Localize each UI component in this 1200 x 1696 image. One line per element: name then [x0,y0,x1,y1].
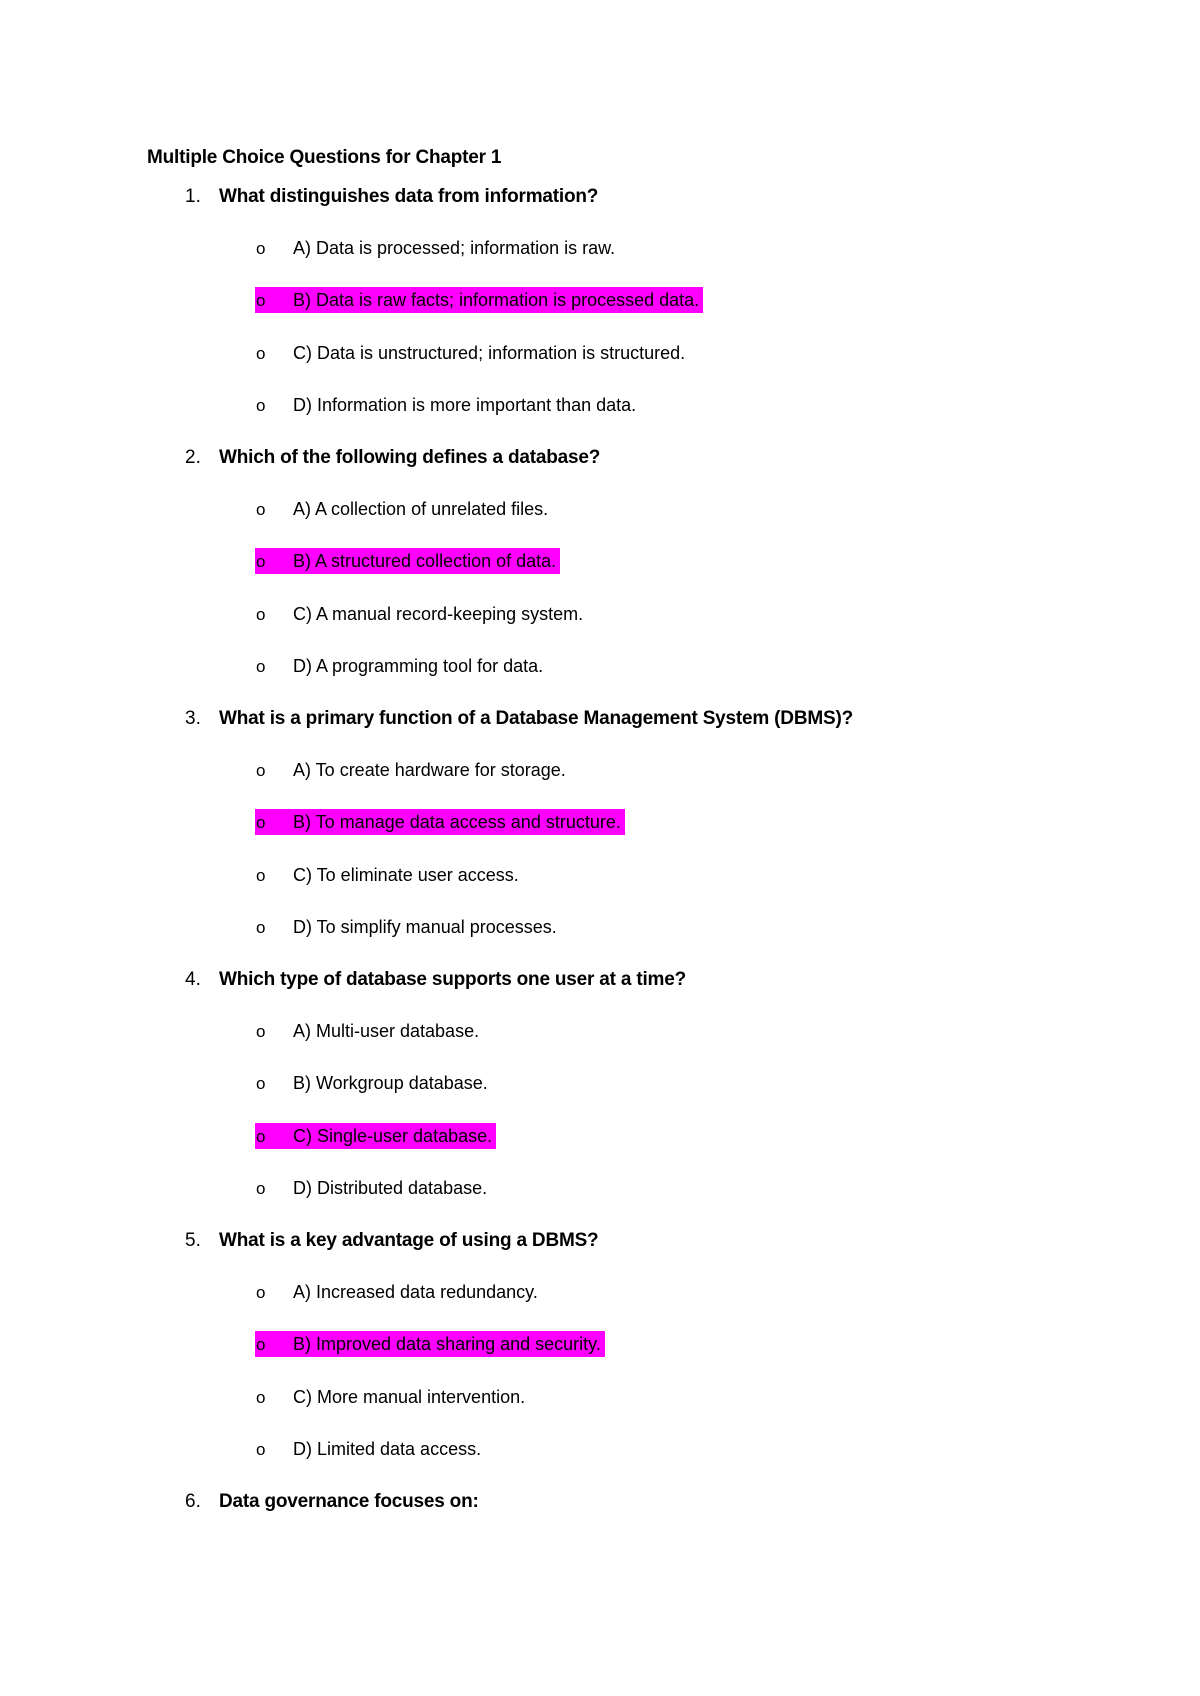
answer-option [255,496,552,522]
answer-option-label: B) Workgroup database. [293,1073,488,1094]
answer-option [255,914,561,940]
answer-option-label: C) Single-user database. [293,1125,493,1146]
bullet-icon: o [256,813,266,833]
bullet-icon: o [256,239,266,258]
question-number: 5. [185,1230,201,1251]
bullet-icon: o [256,917,266,937]
answer-option-highlighted [255,1123,496,1149]
answer-option-label: A) A collection of unrelated files. [293,499,549,519]
answer-option-label: A) Increased data redundancy. [293,1282,538,1302]
answer-option-label: B) A structured collection of data. [293,551,557,572]
bullet-icon: o [256,1283,266,1302]
bullet-icon: o [256,1335,266,1355]
answer-option-label: A) To create hardware for storage. [293,760,566,780]
bullet-icon: o [256,1387,266,1407]
answer-option [255,392,640,418]
answer-option-label: D) Distributed database. [293,1177,488,1198]
bullet-icon: o [256,343,266,363]
answer-option [255,757,570,783]
answer-option [255,1070,492,1096]
question-number: 2. [185,447,201,468]
bullet-icon: o [256,1022,266,1041]
bullet-icon: o [256,552,266,572]
question-text: What is a primary function of a Database Management System (DBMS)? [219,708,853,729]
answer-option-label: C) Data is unstructured; information is structured. [293,342,686,363]
answer-option-label: D) A programming tool for data. [293,655,544,676]
answer-option-highlighted [255,809,625,835]
bullet-icon: o [256,761,266,780]
question-number: 1. [185,186,201,207]
question-number: 3. [185,708,201,729]
question-text: Which type of database supports one user at a time? [219,969,686,990]
answer-option [255,1436,485,1462]
answer-option-label: A) Data is processed; information is raw. [293,238,616,258]
answer-option [255,1384,529,1410]
question-text: What distinguishes data from information? [219,186,599,207]
bullet-icon: o [256,500,266,519]
answer-option [255,862,523,888]
answer-option [255,1279,542,1305]
bullet-icon: o [256,1126,266,1146]
answer-option [255,653,547,679]
answer-option-label: B) Improved data sharing and security. [293,1334,601,1355]
answer-option-label: C) More manual intervention. [293,1386,526,1407]
answer-option [255,235,619,261]
question-text: What is a key advantage of using a DBMS? [219,1230,599,1251]
bullet-icon: o [256,1074,266,1094]
bullet-icon: o [256,604,266,624]
answer-option [255,601,587,627]
question-number: 4. [185,969,201,990]
document-title: Multiple Choice Questions for Chapter 1 [147,147,502,168]
answer-option [255,1018,483,1044]
answer-option-highlighted [255,548,560,574]
question-number: 6. [185,1491,201,1512]
answer-option-label: D) To simplify manual processes. [293,916,557,937]
bullet-icon: o [256,395,266,415]
bullet-icon: o [256,656,266,676]
answer-option-label: D) Information is more important than data. [293,394,637,415]
answer-option-label: B) Data is raw facts; information is processed data. [293,290,700,311]
answer-option [255,1175,491,1201]
answer-option-label: C) A manual record-keeping system. [293,603,584,624]
bullet-icon: o [256,1178,266,1198]
bullet-icon: o [256,865,266,885]
question-text: Data governance focuses on: [219,1491,479,1512]
answer-option-label: B) To manage data access and structure. [293,812,621,833]
bullet-icon: o [256,291,266,311]
answer-option [255,340,689,366]
answer-option-highlighted [255,1331,605,1357]
bullet-icon: o [256,1439,266,1459]
answer-option-label: A) Multi-user database. [293,1021,480,1041]
question-text: Which of the following defines a database? [219,447,601,468]
answer-option-label: C) To eliminate user access. [293,864,519,885]
answer-option-highlighted [255,287,703,313]
answer-option-label: D) Limited data access. [293,1438,482,1459]
